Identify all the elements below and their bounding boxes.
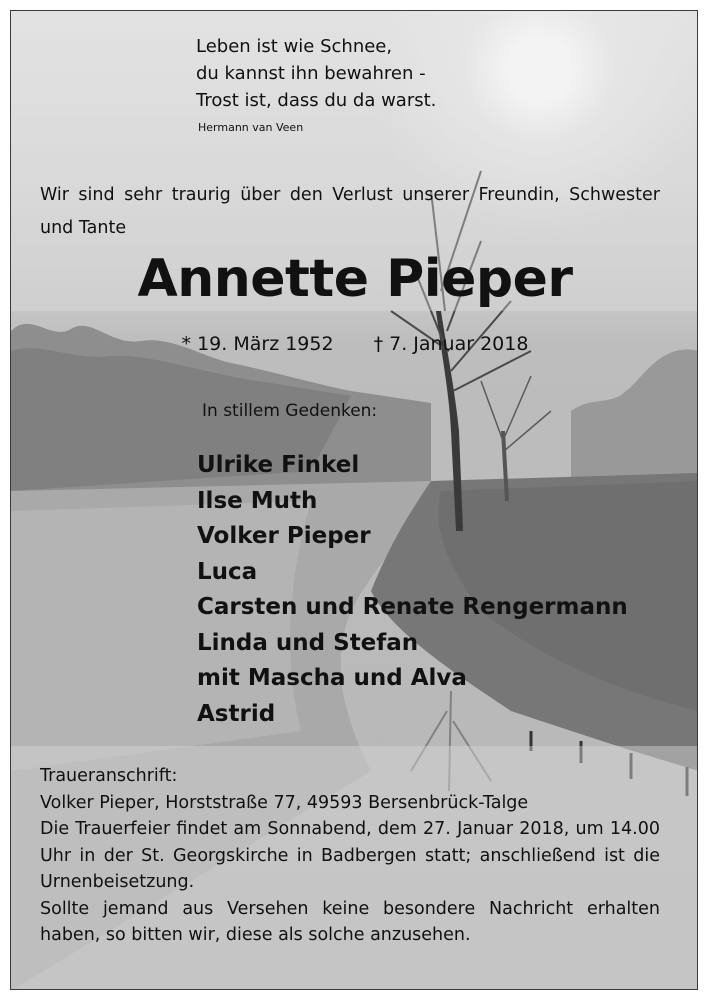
closing-text: Sollte jemand aus Versehen keine besondere Nachricht erhalten haben, so bitten wir, diese als solche anzusehen. <box>40 898 660 945</box>
memorial-phrase: In stillem Gedenken: <box>202 401 378 421</box>
mourner-name: Linda und Stefan <box>197 629 419 656</box>
mourner-name: Astrid <box>197 700 276 727</box>
mourner-name: Carsten und Renate Rengermann <box>197 594 628 620</box>
poem-line: Trost ist, dass du da warst. <box>196 90 437 111</box>
deceased-name: Annette Pieper <box>137 249 573 309</box>
intro-text: Wir sind sehr traurig über den Verlust unserer Freundin, Schwester und Tante <box>40 185 660 238</box>
ceremony-text: Die Trauerfeier findet am Sonnabend, dem 27. Januar 2018, um 14.00 Uhr in der St. Georgskirche in Badbergen statt; anschließend ist die Urnenbeisetzung. <box>40 819 660 892</box>
poem-line: Leben ist wie Schnee, <box>196 36 393 57</box>
life-dates <box>11 333 698 355</box>
mourner-name: Ulrike Finkel <box>197 452 360 478</box>
address-label: Traueranschrift: <box>40 766 178 786</box>
obituary-notice <box>10 10 698 990</box>
poem-line: du kannst ihn bewahren - <box>196 63 426 84</box>
mourner-name: Luca <box>197 558 258 585</box>
mourner-name: Volker Pieper <box>197 523 371 549</box>
poem-author: Hermann van Veen <box>198 121 304 134</box>
address-value: Volker Pieper, Horststraße 77, 49593 Bersenbrück-Talge <box>40 792 529 813</box>
birth-date: * 19. März 1952 <box>181 333 334 355</box>
mourner-name: Ilse Muth <box>197 487 318 514</box>
tree-branches-2 <box>481 376 551 451</box>
mourners-list <box>197 448 628 732</box>
poem <box>196 33 436 114</box>
death-date: † 7. Januar 2018 <box>373 333 529 355</box>
footer <box>40 763 660 949</box>
mourner-name: mit Mascha und Alva <box>197 665 467 691</box>
